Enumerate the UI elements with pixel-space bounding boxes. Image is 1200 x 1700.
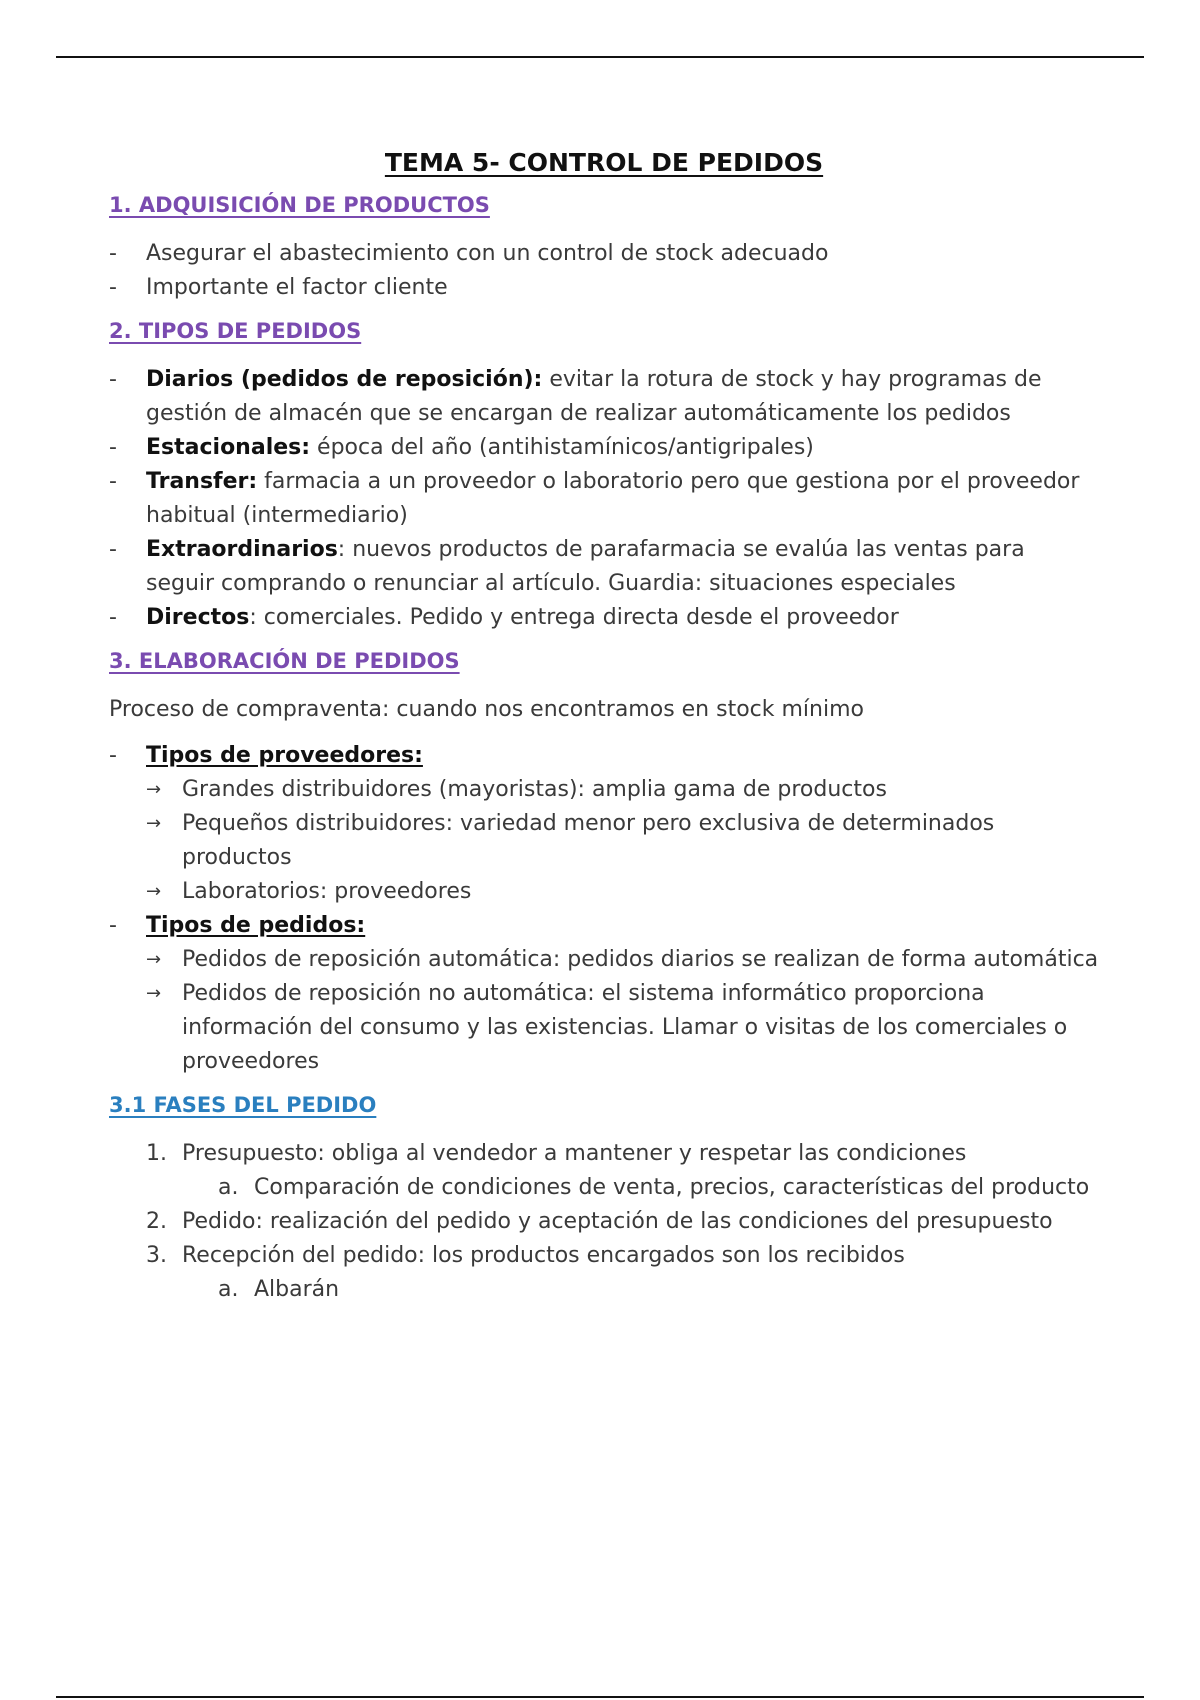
term-label: Extraordinarios (146, 537, 338, 562)
list-number: 1. (146, 1141, 167, 1166)
list-letter: a. (218, 1277, 239, 1302)
list-item (109, 533, 1099, 601)
top-rule (56, 56, 1144, 58)
list-letter: a. (218, 1175, 239, 1200)
phase-text: Presupuesto: obliga al vendedor a mantener y respetar las condiciones (182, 1141, 967, 1166)
section-3-heading: 3. ELABORACIÓN DE PEDIDOS (109, 649, 460, 673)
term-label: Transfer: (146, 469, 258, 494)
sub-list (218, 1273, 1099, 1307)
section-2-heading: 2. TIPOS DE PEDIDOS (109, 319, 362, 343)
list-item (109, 601, 1099, 635)
arrow-item: → Pedidos de reposición no automática: el sistema informático proporciona información del consumo y las existencias. Llamar o visitas de los comerciales o proveedores (146, 977, 1099, 1079)
bottom-rule (56, 1696, 1144, 1698)
sub-text: Albarán (254, 1277, 340, 1302)
term-label: Diarios (pedidos de reposición): (146, 367, 543, 392)
term-text: : nuevos productos de parafarmacia se evalúa las ventas para seguir comprando o renunciar al artículo. Guardia: situaciones especiales (146, 537, 1025, 596)
arrow-item: → Grandes distribuidores (mayoristas): amplia gama de productos (146, 773, 1099, 807)
term-text: : comerciales. Pedido y entrega directa desde el proveedor (249, 605, 899, 630)
sub-item (218, 1273, 1099, 1307)
section-2-list (109, 363, 1099, 635)
section-3-1-heading: 3.1 FASES DEL PEDIDO (109, 1093, 377, 1117)
list-item (109, 739, 1099, 909)
phase-text: Pedido: realización del pedido y aceptación de las condiciones del presupuesto (182, 1209, 1053, 1234)
arrow-list (146, 773, 1099, 909)
section-3-list (109, 739, 1099, 1079)
document-body (109, 148, 1099, 1307)
section-1-list (109, 237, 1099, 305)
list-item (109, 363, 1099, 431)
phase-text: Recepción del pedido: los productos encargados son los recibidos (182, 1243, 905, 1268)
list-item (109, 465, 1099, 533)
arrow-list (146, 943, 1099, 1079)
sub-item (218, 1171, 1099, 1205)
sub-list (218, 1171, 1099, 1205)
term-label: Directos (146, 605, 250, 630)
arrow-item: → Pequeños distribuidores: variedad menor pero exclusiva de determinados productos (146, 807, 1099, 875)
list-item (109, 431, 1099, 465)
list-number: 2. (146, 1209, 167, 1234)
term-text: farmacia a un proveedor o laboratorio pero que gestiona por el proveedor habitual (intermediario) (146, 469, 1080, 528)
section-3-intro: Proceso de compraventa: cuando nos encontramos en stock mínimo (109, 697, 864, 722)
list-item: - Importante el factor cliente (109, 271, 1099, 305)
phases-list (146, 1137, 1099, 1307)
list-item (109, 909, 1099, 1079)
arrow-item: → Laboratorios: proveedores (146, 875, 1099, 909)
phase-item (146, 1239, 1099, 1307)
list-item: - Asegurar el abastecimiento con un control de stock adecuado (109, 237, 1099, 271)
section-1-heading: 1. ADQUISICIÓN DE PRODUCTOS (109, 193, 490, 217)
term-label: Estacionales: (146, 435, 311, 460)
term-text: evitar la rotura de stock y hay programas de gestión de almacén que se encargan de realizar automáticamente los pedidos (146, 367, 1042, 426)
term-text: época del año (antihistamínicos/antigripales) (310, 435, 814, 460)
phase-item (146, 1205, 1099, 1239)
group-label: Tipos de pedidos: (146, 913, 366, 938)
group-label: Tipos de proveedores: (146, 743, 423, 768)
sub-text: Comparación de condiciones de venta, precios, características del producto (254, 1175, 1090, 1200)
arrow-item: → Pedidos de reposición automática: pedidos diarios se realizan de forma automática (146, 943, 1099, 977)
phase-item (146, 1137, 1099, 1205)
list-number: 3. (146, 1243, 167, 1268)
page-title: TEMA 5- CONTROL DE PEDIDOS (384, 148, 824, 177)
